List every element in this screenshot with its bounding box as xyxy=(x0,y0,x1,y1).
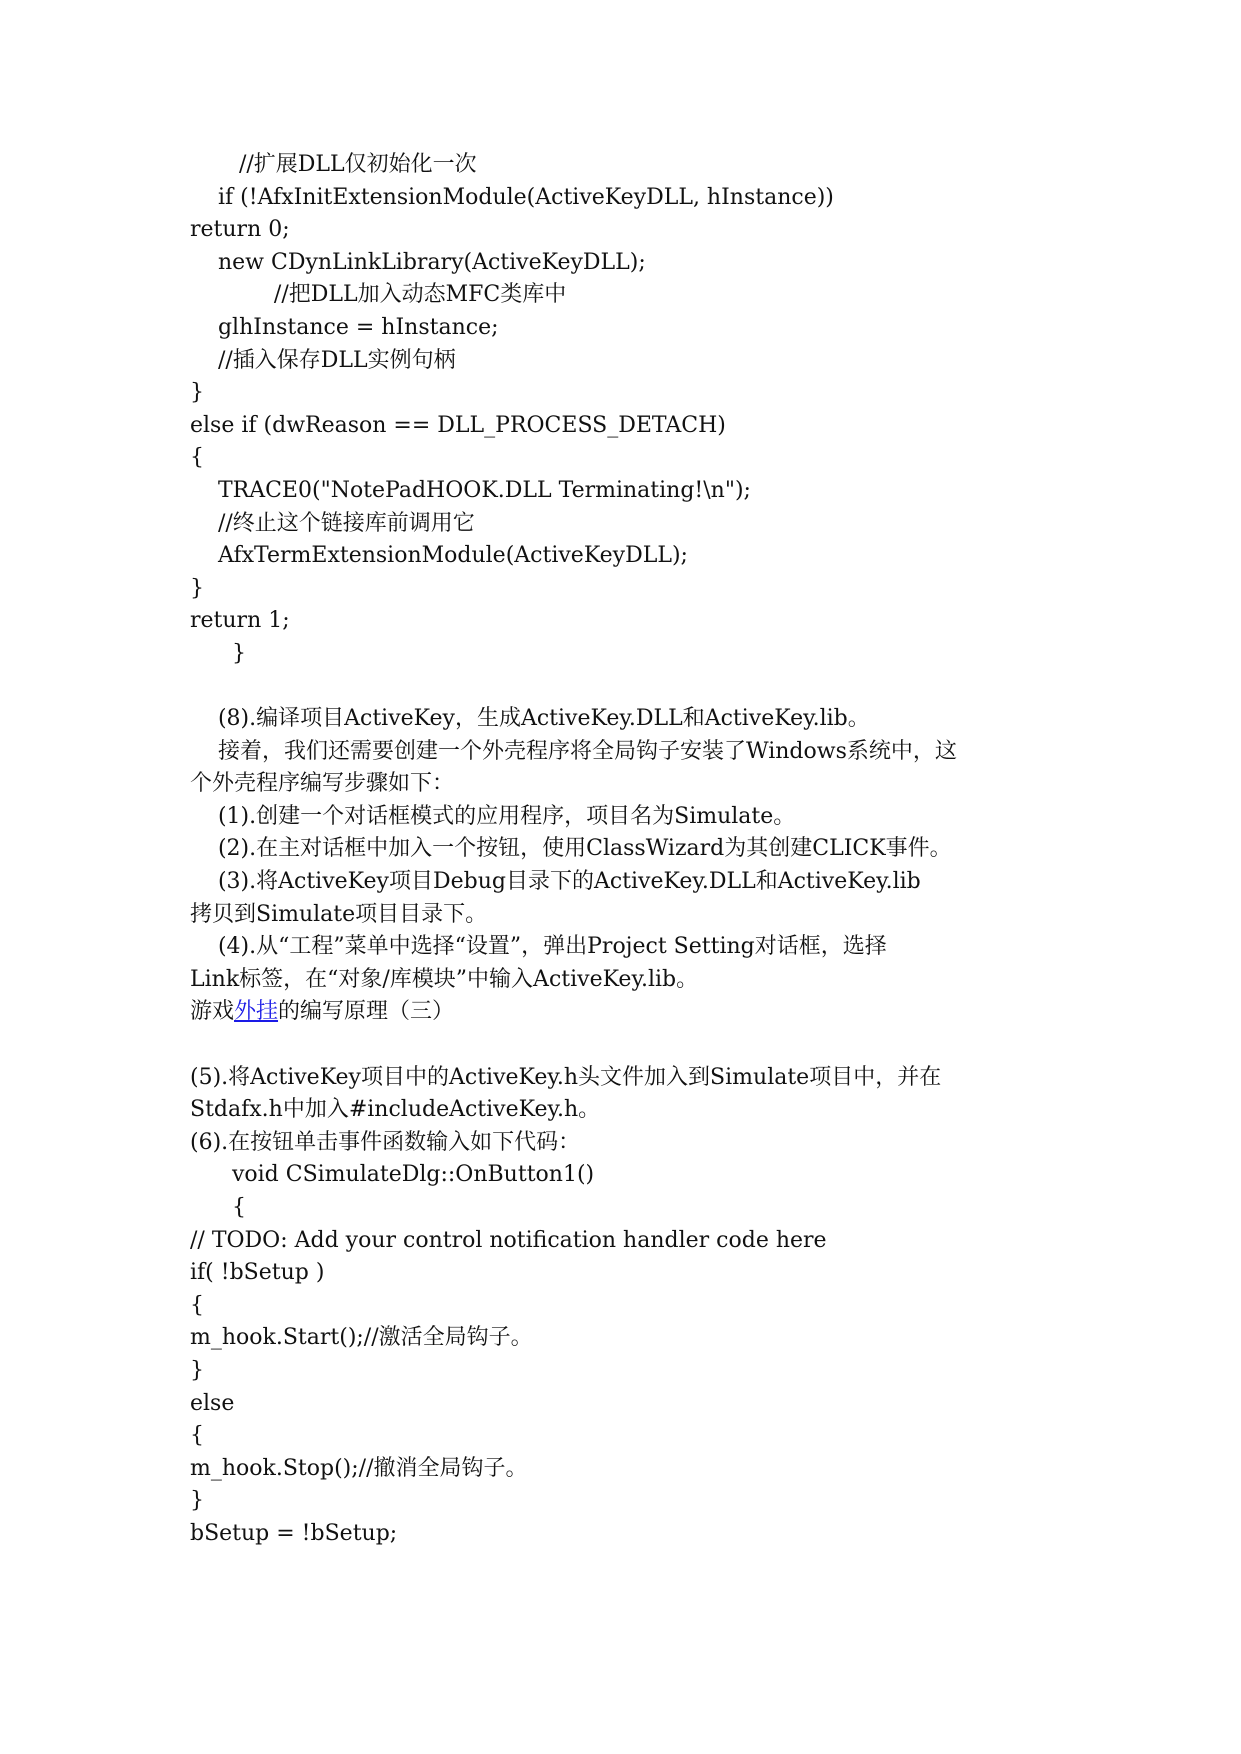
text-line: if (!AfxInitExtensionModule(ActiveKeyDLL, hInstance)) xyxy=(190,184,834,210)
text-line: return 1; xyxy=(190,608,290,634)
text-line: //终止这个链接库前调用它 xyxy=(190,510,475,536)
text-line: 个外壳程序编写步骤如下： xyxy=(190,771,455,797)
heading-suffix: 的编写原理（三） xyxy=(278,999,455,1025)
text-line: AfxTermExtensionModule(ActiveKeyDLL); xyxy=(190,543,688,569)
text-line: } xyxy=(190,575,204,601)
text-line: { xyxy=(190,1195,246,1220)
text-line: { xyxy=(190,1423,204,1449)
text-line: (2).在主对话框中加入一个按钮，使用ClassWizard为其创建CLICK事件。 xyxy=(190,836,952,862)
text-line: TRACE0("NotePadHOOK.DLL Terminating!\n"); xyxy=(190,477,751,503)
text-line: else xyxy=(190,1390,235,1416)
code-and-steps-block xyxy=(190,149,1070,996)
text-line: new CDynLinkLibrary(ActiveKeyDLL); xyxy=(190,249,646,275)
text-line: Link标签，在“对象/库模块”中输入ActiveKey.lib。 xyxy=(190,966,699,992)
text-line: m_hook.Stop();//撤消全局钩子。 xyxy=(190,1455,528,1481)
text-line: m_hook.Start();//激活全局钩子。 xyxy=(190,1325,533,1351)
text-line: (6).在按钮单击事件函数输入如下代码： xyxy=(190,1129,581,1155)
text-line: (4).从“工程”菜单中选择“设置”，弹出Project Setting对话框，选择 xyxy=(190,934,887,960)
text-line: //扩展DLL仅初始化一次 xyxy=(190,152,477,177)
blank-line xyxy=(190,1029,1070,1062)
text-line: 接着，我们还需要创建一个外壳程序将全局钩子安装了Windows系统中，这 xyxy=(190,738,957,764)
heading-prefix: 游戏 xyxy=(190,999,235,1025)
text-line: { xyxy=(190,445,204,471)
text-line: } xyxy=(190,1357,204,1383)
text-line: //插入保存DLL实例句柄 xyxy=(190,347,456,373)
text-line: } xyxy=(190,1488,204,1514)
text-line: (8).编译项目ActiveKey，生成ActiveKey.DLL和ActiveKey.lib。 xyxy=(190,706,870,732)
document-body xyxy=(190,149,1070,1551)
text-line: return 0; xyxy=(190,217,290,243)
text-line: //把DLL加入动态MFC类库中 xyxy=(190,282,567,308)
text-line: glhInstance = hInstance; xyxy=(190,314,499,340)
heading-link[interactable]: 外挂 xyxy=(234,999,279,1025)
text-line: (1).创建一个对话框模式的应用程序，项目名为Simulate。 xyxy=(190,803,796,829)
text-line: else if (dwReason == DLL_PROCESS_DETACH) xyxy=(190,412,726,438)
text-line: (3).将ActiveKey项目Debug目录下的ActiveKey.DLL和ActiveKey.lib xyxy=(190,869,921,895)
text-line: Stdafx.h中加入#includeActiveKey.h。 xyxy=(190,1097,601,1123)
text-line: } xyxy=(190,640,246,666)
text-line: } xyxy=(190,380,204,406)
text-line: void CSimulateDlg::OnButton1() xyxy=(190,1162,595,1188)
text-line: (5).将ActiveKey项目中的ActiveKey.h头文件加入到Simulate项目中，并在 xyxy=(190,1064,942,1090)
blank-line xyxy=(190,671,1070,704)
section-heading xyxy=(190,996,1070,1029)
text-line: { xyxy=(190,1292,204,1318)
steps-and-code-block xyxy=(190,1029,1070,1551)
text-line: if( !bSetup ) xyxy=(190,1260,325,1286)
text-line: 拷贝到Simulate项目目录下。 xyxy=(190,901,488,927)
text-line: // TODO: Add your control notification handler code here xyxy=(190,1227,827,1253)
text-line: bSetup = !bSetup; xyxy=(190,1520,398,1546)
